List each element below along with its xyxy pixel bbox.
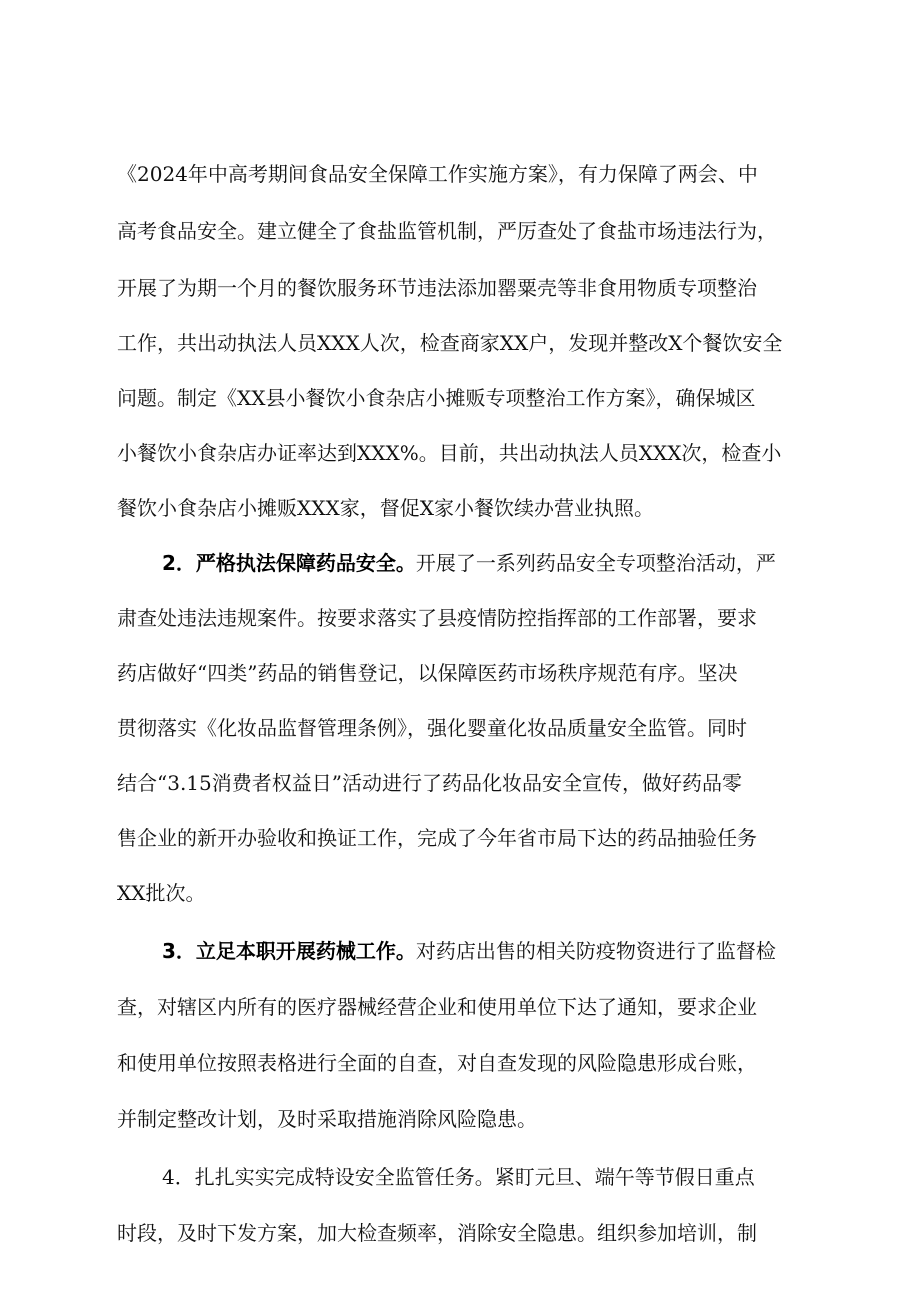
paragraph-line: 小餐饮小食杂店办证率达到XXX%。目前，共出动执法人员XXX次，检查小	[117, 441, 782, 465]
paragraph-line: 肃查处违法违规案件。按要求落实了县疫情防控指挥部的工作部署，要求	[117, 606, 757, 630]
paragraph-line: 药店做好“四类”药品的销售登记，以保障医药市场秩序规范有序。坚决	[117, 661, 738, 685]
section-2-text: 开展了一系列药品安全专项整治活动，严	[415, 551, 776, 575]
paragraph-line: 工作，共出动执法人员XXX人次，检查商家XX户，发现并整改X个餐饮安全	[117, 331, 783, 355]
paragraph-line: 问题。制定《XX县小餐饮小食杂店小摊贩专项整治工作方案》，确保城区	[117, 386, 756, 410]
paragraph-line: 和使用单位按照表格进行全面的自查，对自查发现的风险隐患形成台账，	[117, 1051, 757, 1075]
section-2-heading: 2．严格执法保障药品安全。	[162, 551, 416, 575]
paragraph-line: 时段，及时下发方案，加大检查频率，消除安全隐患。组织参加培训，制	[117, 1221, 757, 1245]
paragraph-line: 贯彻落实《化妆品监督管理条例》，强化婴童化妆品质量安全监管。同时	[117, 716, 747, 740]
section-2-first-line	[162, 546, 862, 580]
paragraph-line: 结合“3.15消费者权益日”活动进行了药品化妆品安全宣传，做好药品零	[117, 771, 742, 795]
section-3-text: 对药店出售的相关防疫物资进行了监督检	[415, 939, 776, 963]
paragraph-line: 查，对辖区内所有的医疗器械经营企业和使用单位下达了通知，要求企业	[117, 995, 757, 1019]
paragraph-line: 售企业的新开办验收和换证工作，完成了今年省市局下达的药品抽验任务	[117, 826, 757, 850]
paragraph-line: 《2024年中高考期间食品安全保障工作实施方案》，有力保障了两会、中	[117, 162, 758, 186]
paragraph-line: 开展了为期一个月的餐饮服务环节违法添加罂粟壳等非食用物质专项整治	[117, 276, 757, 300]
paragraph-line: 餐饮小食杂店小摊贩XXX家，督促X家小餐饮续办营业执照。	[117, 496, 654, 520]
section-4-first-line: 4．扎扎实实完成特设安全监管任务。紧盯元旦、端午等节假日重点	[162, 1165, 755, 1189]
paragraph-line: XX批次。	[117, 881, 206, 905]
paragraph-line: 高考食品安全。建立健全了食盐监管机制，严厉查处了食盐市场违法行为，	[117, 219, 777, 243]
paragraph-line: 并制定整改计划，及时采取措施消除风险隐患。	[117, 1107, 537, 1131]
section-3-heading: 3．立足本职开展药械工作。	[162, 939, 416, 963]
section-3-first-line	[162, 934, 862, 968]
